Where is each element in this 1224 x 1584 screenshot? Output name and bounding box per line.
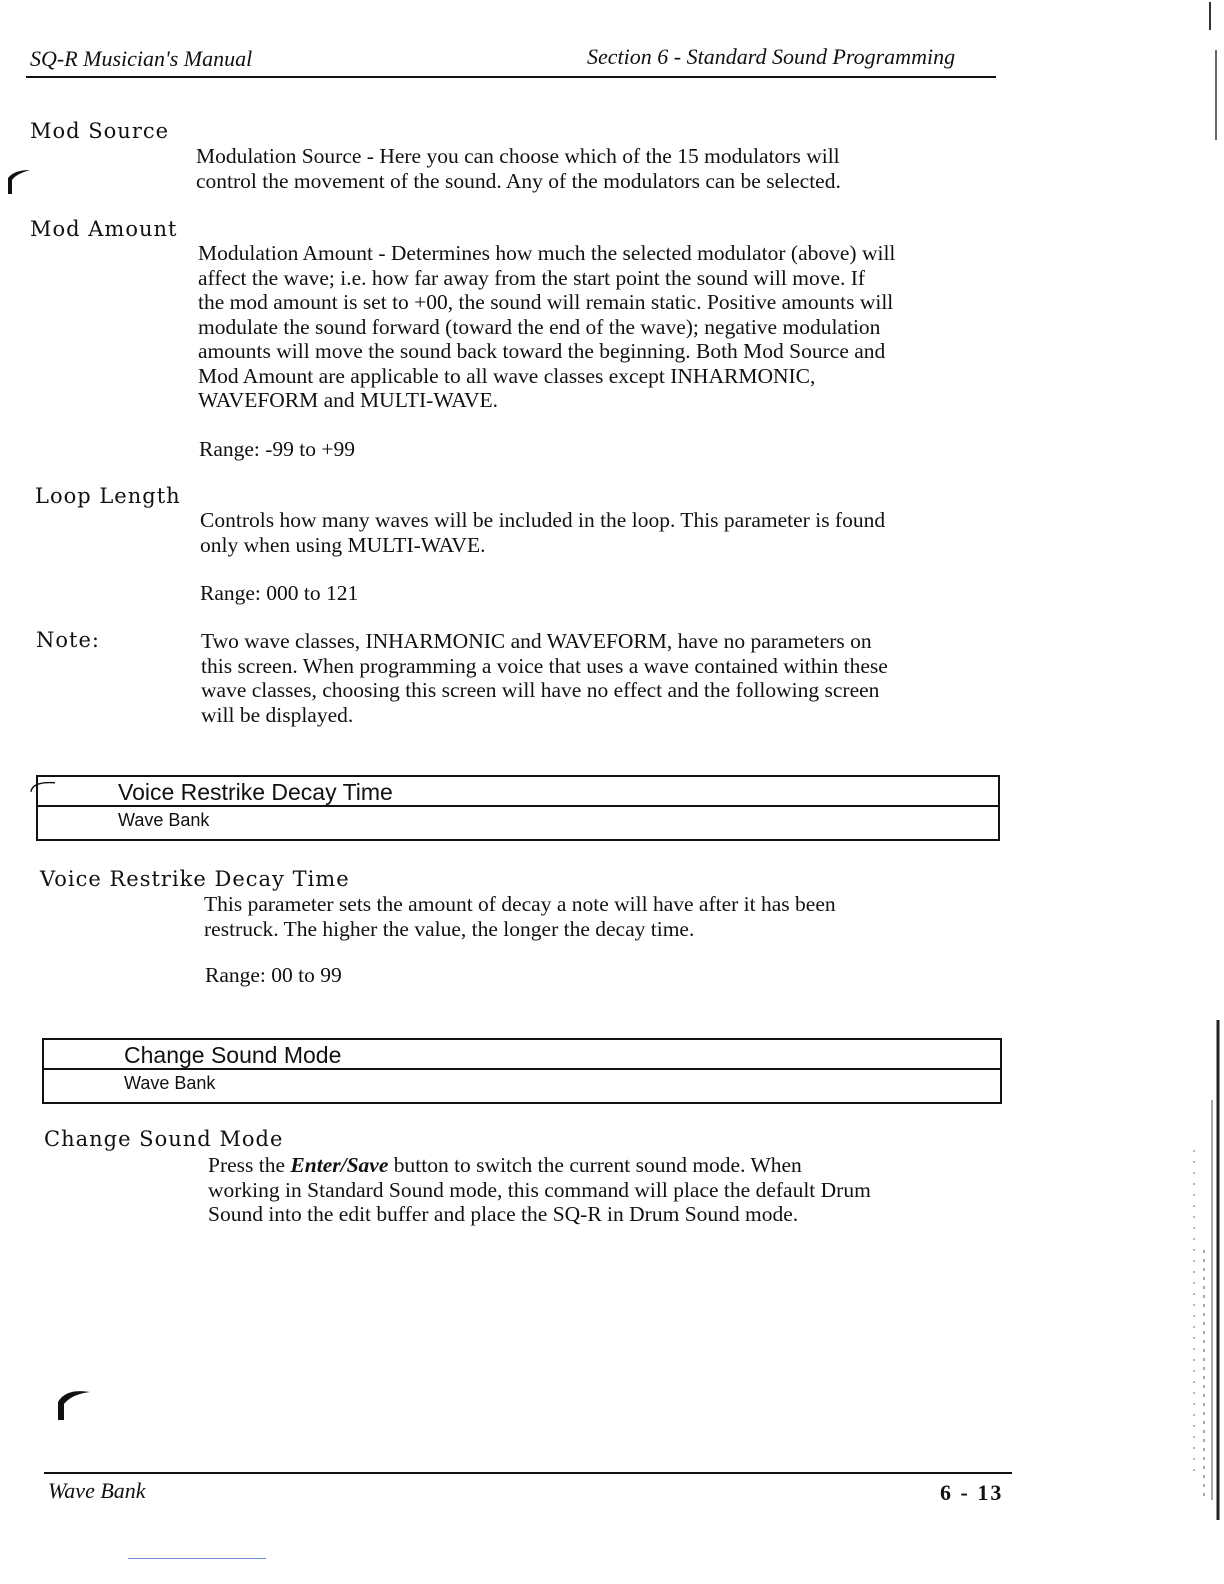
header-section-title: Section 6 - Standard Sound Programming <box>587 44 956 69</box>
term-mod-source: Mod Source <box>30 119 170 143</box>
term-note: Note: <box>36 628 100 652</box>
page-number: 6 - 13 <box>940 1480 1004 1505</box>
change-sound-mode-description: Press the Enter/Save button to switch the current sound mode. When working in Standard Sound mode, this command will place the default Drum Sound into the edit buffer and place the SQ-R in Drum Sound mode. <box>208 1153 871 1226</box>
mod-amount-description: Modulation Amount - Determines how much the selected modulator (above) will affect the wave; i.e. how far away from the start point the sound will move. If the mod amount is set to +00, the sound will remain static. Positive amounts will modulate the sound forward (toward the end of the wave); negative modulation amounts will move the sound back toward the beginning. Both Mod Source and Mod Amount are applicable to all wave classes except INHARMONIC, WAVEFORM and MULTI-WAVE. <box>198 241 896 412</box>
lcd-screen-title: Change Sound Mode <box>44 1040 1000 1070</box>
scan-edge-artifacts <box>1144 0 1224 1584</box>
mod-amount-range: Range: -99 to +99 <box>199 437 356 461</box>
loop-length-description: Controls how many waves will be included in the loop. This parameter is found only when using MULTI-WAVE. <box>200 508 886 557</box>
header-rule <box>26 76 996 78</box>
enter-save-emphasis: Enter/Save <box>290 1153 389 1177</box>
margin-tick-mark <box>4 168 34 198</box>
scan-artifact-line <box>128 1558 266 1559</box>
voice-restrike-range: Range: 00 to 99 <box>205 963 342 987</box>
mod-source-description: Modulation Source - Here you can choose which of the 15 modulators will control the movement of the sound. Any of the modulators can be selected. <box>196 144 841 193</box>
term-voice-restrike-decay-time: Voice Restrike Decay Time <box>40 867 350 891</box>
term-change-sound-mode: Change Sound Mode <box>44 1127 284 1151</box>
margin-tick-mark <box>54 1384 94 1424</box>
voice-restrike-description: This parameter sets the amount of decay a note will have after it has been restruck. The higher the value, the longer the decay time. <box>204 892 836 941</box>
footer-rule <box>44 1472 1012 1474</box>
term-loop-length: Loop Length <box>35 484 181 508</box>
term-mod-amount: Mod Amount <box>30 217 178 241</box>
lcd-screen-subtitle: Wave Bank <box>124 1073 216 1093</box>
lcd-screen-subtitle: Wave Bank <box>118 810 210 830</box>
lcd-screen-title: Voice Restrike Decay Time <box>38 777 998 807</box>
loop-length-range: Range: 000 to 121 <box>200 581 359 605</box>
lcd-screen-change-sound-mode <box>42 1038 1002 1104</box>
note-description: Two wave classes, INHARMONIC and WAVEFORM, have no parameters on this screen. When programming a voice that uses a wave contained within these wave classes, choosing this screen will have no effect and the following screen will be displayed. <box>201 629 888 727</box>
footer-section-name: Wave Bank <box>48 1478 146 1503</box>
header-manual-title: SQ-R Musician's Manual <box>30 46 253 71</box>
lcd-screen-voice-restrike <box>36 775 1000 841</box>
